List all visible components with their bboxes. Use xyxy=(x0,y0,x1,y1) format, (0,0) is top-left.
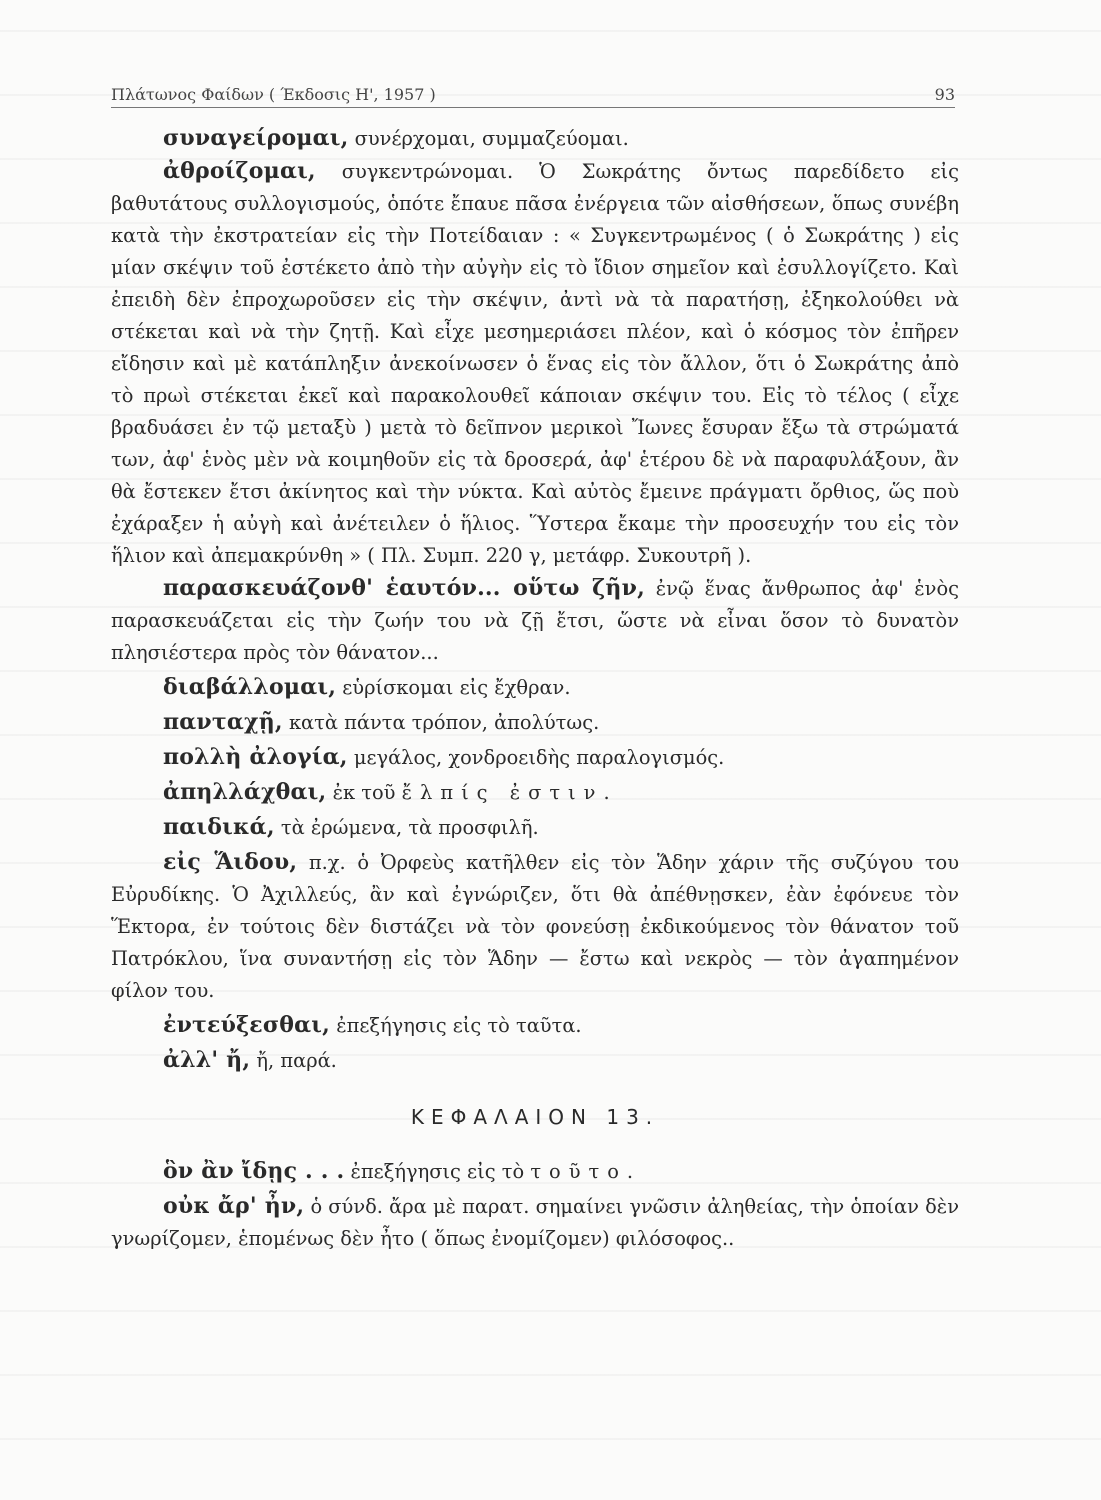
entry-term: πανταχῇ, xyxy=(163,709,283,735)
entry-term: συναγείρομαι, xyxy=(163,125,349,151)
entry-gloss-spaced: ἔλπίς ἐστιν. xyxy=(401,781,618,804)
entry-term: παρασκευάζονθ' ἑαυτόν... οὕτω ζῆν, xyxy=(163,575,645,601)
running-title: Πλάτωνος Φαίδων ( Έκδοσις Η', 1957 ) xyxy=(111,85,436,104)
entry-term: ὃν ἂν ἴδῃς . . . xyxy=(163,1158,345,1184)
entry-11 xyxy=(111,1044,959,1077)
entry-term: ἀλλ' ἤ, xyxy=(163,1047,251,1073)
entry-9 xyxy=(111,846,959,1007)
entry-gloss: μεγάλος, χονδροειδὴς παραλογισμός. xyxy=(353,746,725,769)
entry-gloss: τὰ ἐρώμενα, τὰ προσφιλῆ. xyxy=(280,816,539,839)
entry-gloss: ἐνῷ ἕνας ἄνθρωπος ἀφ' ἑνὸς παρασκευάζεται εἰς τὴν ζωήν του νὰ ζῇ ἔτσι, ὥστε νὰ εἶναι ὅσον τὸ δυνατὸν πλησιέστερα πρὸς τὸν θάνατον... xyxy=(111,577,959,664)
entry-gloss: π.χ. ὁ Ὀρφεὺς κατῆλθεν εἰς τὸν Ἅδην χάριν τῆς συζύγου του Εὐρυδίκης. Ὁ Ἀχιλλεύς, ἂν καὶ ἐγνώριζεν, ὅτι θὰ ἀπέθνῃσκεν, ἐὰν ἐφόνευε τὸν Ἕκτορα, ἐν τούτοις δὲν διστάζει νὰ τὸν φονεύσῃ ἐκδικούμενος τὸν θάνατον τοῦ Πατρόκλου, ἵνα συναντήσῃ εἰς τὸν Ἅδην — ἔστω καὶ νεκρὸς — τὸν ἀγαπημένον φίλον του. xyxy=(111,851,960,1002)
entry-gloss: ἤ, παρά. xyxy=(256,1049,337,1072)
page-body xyxy=(111,122,959,1255)
entry-term: οὐκ ἄρ' ἦν, xyxy=(163,1193,305,1219)
chapter-entry-2 xyxy=(111,1190,959,1255)
entry-term: διαβάλλομαι, xyxy=(163,674,337,700)
entry-2 xyxy=(111,155,959,572)
entry-6 xyxy=(111,741,959,774)
entry-7 xyxy=(111,776,959,809)
entry-gloss: συνέρχομαι, συμμαζεύομαι. xyxy=(354,127,629,150)
chapter-entry-1 xyxy=(111,1155,959,1188)
entry-3 xyxy=(111,572,959,669)
entry-8 xyxy=(111,811,959,844)
entry-gloss: κατὰ πάντα τρόπον, ἀπολύτως. xyxy=(288,711,600,734)
entry-10 xyxy=(111,1009,959,1042)
entry-gloss: ἐπεξήγησις εἰς τὸ ταῦτα. xyxy=(336,1014,582,1037)
entry-term: πολλὴ ἀλογία, xyxy=(163,744,348,770)
entry-gloss: ἐπεξήγησις εἰς τὸ xyxy=(350,1160,525,1183)
entry-1 xyxy=(111,122,959,155)
entry-gloss: εὑρίσκομαι εἰς ἔχθραν. xyxy=(342,676,571,699)
entry-gloss: ὁ σύνδ. ἄρα μὲ παρατ. σημαίνει γνῶσιν ἀληθείας, τὴν ὁποίαν δὲν γνωρίζομεν, ἑπομένως δὲν ἦτο ( ὅπως ἐνομίζομεν) φιλόσοφος.. xyxy=(111,1195,959,1250)
entry-term: ἀπηλλάχθαι, xyxy=(163,779,327,805)
entry-4 xyxy=(111,671,959,704)
entry-term: παιδικά, xyxy=(163,814,275,840)
entry-term: ἀθροίζομαι, xyxy=(163,158,316,184)
running-header xyxy=(111,74,955,108)
entry-gloss: ἐκ τοῦ xyxy=(332,781,396,804)
page-number: 93 xyxy=(934,85,955,104)
entry-5 xyxy=(111,706,959,739)
entry-gloss: συγκεντρώνομαι. Ὁ Σωκράτης ὄντως παρεδίδετο εἰς βαθυτάτους συλλογισμούς, ὁπότε ἔπαυε πᾶσα ἐνέργεια τῶν αἰσθήσεων, ὅπως συνέβη κατὰ τὴν ἐκστρατείαν εἰς τὴν Ποτείδαιαν : « Συγκεντρωμένος ( ὁ Σωκράτης ) εἰς μίαν σκέψιν τοῦ ἐστέκετο ἀπὸ τὴν αὐγὴν εἰς τὸ ἴδιον σημεῖον καὶ ἐσυλλογίζετο. Καὶ ἐπειδὴ δὲν ἐπροχωροῦσεν εἰς τὴν σκέψιν, ἀντὶ νὰ τὰ παρατήσῃ, ἐξηκολούθει νὰ στέκεται καὶ νὰ τὴν ζητῇ. Καὶ εἶχε μεσημεριάσει πλέον, καὶ ὁ κόσμος τὸν ἐπῆρεν εἴδησιν καὶ μὲ κατάπληξιν ἀνεκοίνωσεν ὁ ἕνας εἰς τὸν ἄλλον, ὅτι ὁ Σωκράτης ἀπὸ τὸ πρωὶ στέκεται ἐκεῖ καὶ παρακολουθεῖ κάποιαν σκέψιν του. Εἰς τὸ τέλος ( εἶχε βραδυάσει ἐν τῷ μεταξὺ ) μετὰ τὸ δεῖπνον μερικοὶ Ἴωνες ἔσυραν ἔξω τὰ στρώματά των, ἀφ' ἑνὸς μὲν νὰ κοιμηθοῦν εἰς τὰ δροσερά, ἀφ' ἑτέρου δὲ νὰ παραφυλάξουν, ἂν θὰ ἔστεκεν ἔτσι ἀκίνητος καὶ τὴν νύκτα. Καὶ αὐτὸς ἔμεινε πράγματι ὄρθιος, ὥς ποὺ ἐχάραξεν ἡ αὐγὴ καὶ ἀνέτειλεν ὁ ἥλιος. Ὕστερα ἔκαμε τὴν προσευχήν του εἰς τὸν ἥλιον καὶ ἀπεμακρύνθη » ( Πλ. Συμπ. 220 γ, μετάφρ. Συκουτρῆ ). xyxy=(111,160,959,567)
chapter-heading: ΚΕΦΑΛΑΙΟΝ 13. xyxy=(410,1105,660,1129)
entry-term: ἐντεύξεσθαι, xyxy=(163,1012,331,1038)
entry-term: εἰς Ἅιδου, xyxy=(163,849,298,875)
entry-gloss-spaced: τοῦτο. xyxy=(530,1160,642,1183)
